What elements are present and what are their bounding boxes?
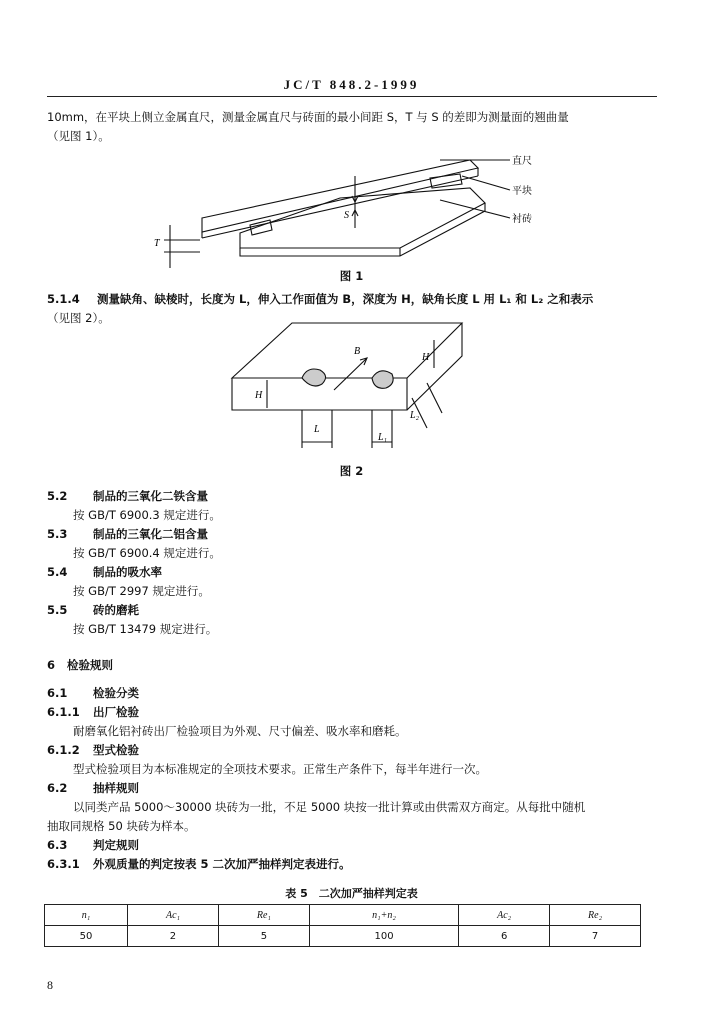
figure-1 [140,148,560,273]
section-title: 砖的磨耗 [93,603,139,617]
section-body: 按 GB/T 6900.4 规定进行。 [73,546,221,560]
section-body-line-2: 抽取同规格 50 块砖为样本。 [47,819,196,833]
table-header-cell: Re₁ [218,905,309,926]
section-body: 耐磨氧化铝衬砖出厂检验项目为外观、尺寸偏差、吸水率和磨耗。 [73,724,407,738]
section-number: 6.1.1 [47,705,80,719]
label-H-left: H [255,390,263,401]
section-5-1-4-line-1: 测量缺角、缺棱时，长度为 L，伸入工作面值为 B，深度为 H，缺角长度 L 用 L₁ 和 L₂ 之和表示 [97,292,594,306]
label-tile: 衬砖 [512,214,532,225]
tile-shape [240,188,485,248]
table-cell: 50 [45,926,128,947]
figure-2 [222,318,472,458]
section-5-5 [47,601,667,639]
section-title: 制品的三氧化二铁含量 [93,489,208,503]
table-row [45,926,641,947]
table-header-cell: n₁+n₂ [309,905,458,926]
label-S: S [344,210,349,221]
intro-line-1: 10mm，在平块上侧立金属直尺，测量金属直尺与砖面的最小间距 S，T 与 S 的差即为测量面的翘曲量 [47,110,569,124]
section-title: 制品的三氧化二铝含量 [93,527,208,541]
figure-2-drawing [222,318,472,458]
section-6-body [47,684,667,874]
figure-2-caption: 图 2 [339,464,364,478]
section-5-4 [47,563,667,601]
table-header-cell: Ac₂ [459,905,550,926]
table-cell: 7 [550,926,641,947]
section-5-1-4-line-2: （见图 2）。 [47,311,110,325]
figure-1-drawing [140,148,560,273]
section-number: 6 [47,658,56,672]
section-body: 型式检验项目为本标准规定的全项技术要求。正常生产条件下，每半年进行一次。 [73,762,487,776]
sections-5-2-to-5-5 [47,487,667,639]
section-number: 6.3.1 [47,857,80,871]
section-title: 制品的吸水率 [93,565,162,579]
section-number: 6.3 [47,838,68,852]
section-number: 5.5 [47,603,68,617]
section-title: 检验分类 [93,686,139,700]
section-title: 抽样规则 [93,781,139,795]
section-6-heading [47,656,113,675]
label-H-right: H [422,352,430,363]
section-title: 判定规则 [93,838,139,852]
section-title: 型式检验 [93,743,139,757]
label-block: 平块 [512,186,532,197]
table-cell: 6 [459,926,550,947]
label-T: T [154,238,160,249]
table-header-row [45,905,641,926]
document-code-header: JC/T 848.2-1999 [283,77,420,92]
section-title: 检验规则 [67,658,113,672]
section-title: 出厂检验 [93,705,139,719]
table-cell: 100 [309,926,458,947]
section-number: 5.2 [47,489,68,503]
section-body: 按 GB/T 13479 规定进行。 [73,622,218,636]
intro-paragraph [47,108,667,146]
page-number: 8 [47,978,53,992]
label-L1: L₁ [378,432,388,443]
table-5 [44,904,641,947]
ruler-shape [202,160,478,232]
section-number: 5.1.4 [47,292,80,306]
figure-1-caption: 图 1 [339,269,364,283]
header-rule [47,96,657,97]
table-header-cell: Re₂ [550,905,641,926]
section-number: 5.4 [47,565,68,579]
section-body-line-1: 以同类产品 5000～30000 块砖为一批，不足 5000 块按一批计算或由供需双方商定。从每批中随机 [73,800,586,814]
brick-top-face [232,323,462,378]
section-body: 外观质量的判定按表 5 二次加严抽样判定表进行。 [93,857,351,871]
label-L2: L₂ [410,410,420,421]
table-cell: 5 [218,926,309,947]
section-5-2 [47,487,667,525]
section-body: 按 GB/T 2997 规定进行。 [73,584,210,598]
section-number: 5.3 [47,527,68,541]
table-5-caption: 表 5 二次加严抽样判定表 [285,887,418,900]
table-header-cell: Ac₁ [128,905,219,926]
section-number: 6.1 [47,686,68,700]
label-ruler: 直尺 [512,156,532,167]
table-cell: 2 [128,926,219,947]
section-body: 按 GB/T 6900.3 规定进行。 [73,508,221,522]
intro-line-2: （见图 1）。 [47,129,110,143]
label-L: L [314,424,320,435]
section-number: 6.1.2 [47,743,80,757]
table-header-cell: n₁ [45,905,128,926]
section-5-3 [47,525,667,563]
section-number: 6.2 [47,781,68,795]
label-B: B [354,346,361,357]
